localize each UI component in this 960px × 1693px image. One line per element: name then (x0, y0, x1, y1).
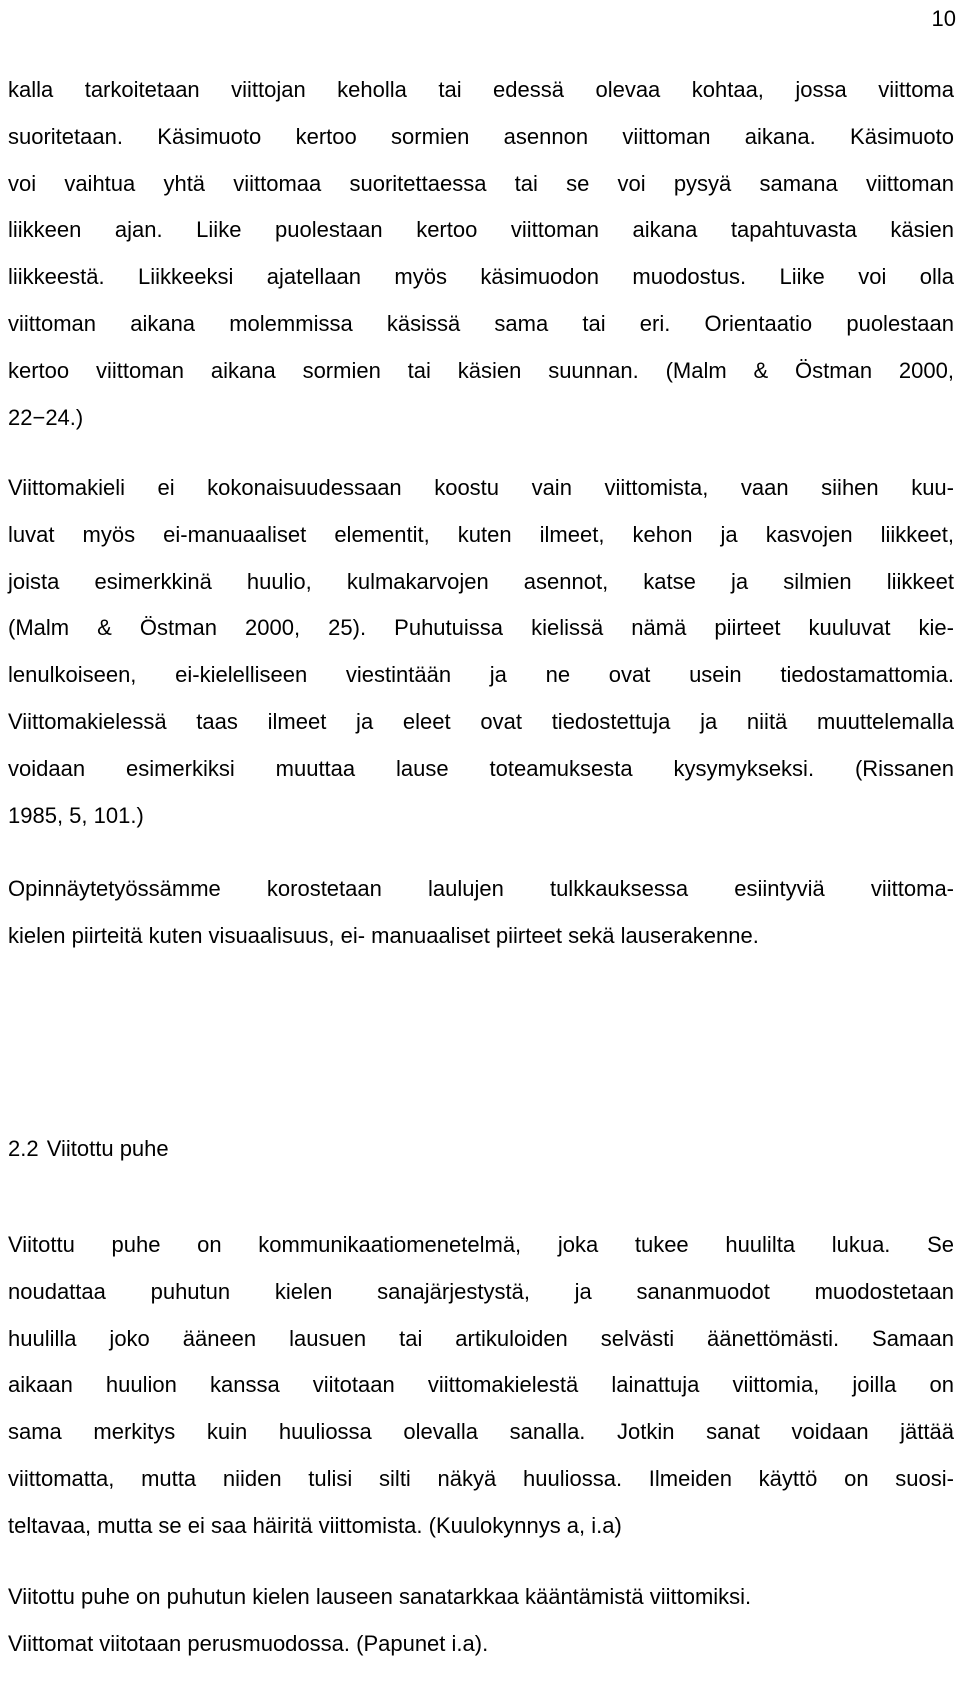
page-number: 10 (931, 6, 956, 31)
text-line: Opinnäytetyössämme korostetaan laulujen tulkkauksessa esiintyviä viittoma- (8, 876, 954, 901)
text-line: liikkeestä. Liikkeeksi ajatellaan myös käsimuodon muodostus. Liike voi olla (8, 264, 954, 290)
paragraph-1 (8, 67, 954, 441)
text-line: Viittomakielessä taas ilmeet ja eleet ovat tiedostettuja ja niitä muuttelemalla (8, 708, 954, 734)
paragraph-3 (8, 866, 954, 960)
text-line: voi vaihtua yhtä viittomaa suoritettaessa tai se voi pysyä samana viittoman (8, 170, 954, 196)
text-line: huulilla joko ääneen lausuen tai artikuloiden selvästi äänettömästi. Samaan (8, 1325, 954, 1351)
text-line: suoritetaan. Käsimuoto kertoo sormien asennon viittoman aikana. Käsimuoto (8, 123, 954, 149)
text-line: kalla tarkoitetaan viittojan keholla tai edessä olevaa kohtaa, jossa viittoma (8, 77, 954, 102)
text-line: liikkeen ajan. Liike puolestaan kertoo viittoman aikana tapahtuvasta käsien (8, 217, 954, 243)
text-line: lenulkoiseen, ei-kielelliseen viestintään ja ne ovat usein tiedostamattomia. (8, 662, 954, 688)
paragraph-2 (8, 465, 954, 839)
text-line: Viitottu puhe on kommunikaatiomenetelmä, joka tukee huulilta lukua. Se (8, 1232, 954, 1257)
text-line: 1985, 5, 101.) (8, 802, 144, 828)
text-line: luvat myös ei-manuaaliset elementit, kuten ilmeet, kehon ja kasvojen liikkeet, (8, 521, 954, 547)
text-line: voidaan esimerkiksi muuttaa lause toteamuksesta kysymykseksi. (Rissanen (8, 755, 954, 781)
text-line: (Malm & Östman 2000, 25). Puhutuissa kielissä nämä piirteet kuuluvat kie- (8, 615, 954, 641)
paragraph-5 (8, 1574, 954, 1668)
text-line: aikaan huulion kanssa viitotaan viittomakielestä lainattuja viittomia, joilla on (8, 1372, 954, 1398)
section-number: 2.2 (8, 1136, 39, 1161)
text-line: kertoo viittoman aikana sormien tai käsien suunnan. (Malm & Östman 2000, (8, 357, 954, 383)
text-line: kielen piirteitä kuten visuaalisuus, ei- manuaaliset piirteet sekä lauserakenne. (8, 922, 759, 948)
section-title: Viitottu puhe (46, 1136, 169, 1161)
text-line: Viittomat viitotaan perusmuodossa. (Papunet i.a). (8, 1630, 489, 1656)
text-line: joista esimerkkinä huulio, kulmakarvojen asennot, katse ja silmien liikkeet (8, 568, 954, 594)
text-line: sama merkitys kuin huuliossa olevalla sanalla. Jotkin sanat voidaan jättää (8, 1419, 954, 1445)
paragraph-4 (8, 1222, 954, 1550)
text-line: 22−24.) (8, 404, 84, 430)
text-line: Viitottu puhe on puhutun kielen lauseen sanatarkkaa kääntämistä viittomiksi. (8, 1584, 752, 1609)
text-line: viittoman aikana molemmissa käsissä sama tai eri. Orientaatio puolestaan (8, 310, 954, 336)
text-line: teltavaa, mutta se ei saa häiritä viittomista. (Kuulokynnys a, i.a) (8, 1512, 622, 1538)
text-line: viittomatta, mutta niiden tulisi silti näkyä huuliossa. Ilmeiden käyttö on suosi- (8, 1465, 954, 1491)
text-line: Viittomakieli ei kokonaisuudessaan koostu vain viittomista, vaan siihen kuu- (8, 475, 954, 500)
text-line: noudattaa puhutun kielen sanajärjestystä, ja sananmuodot muodostetaan (8, 1278, 954, 1304)
section-heading (8, 1131, 169, 1167)
